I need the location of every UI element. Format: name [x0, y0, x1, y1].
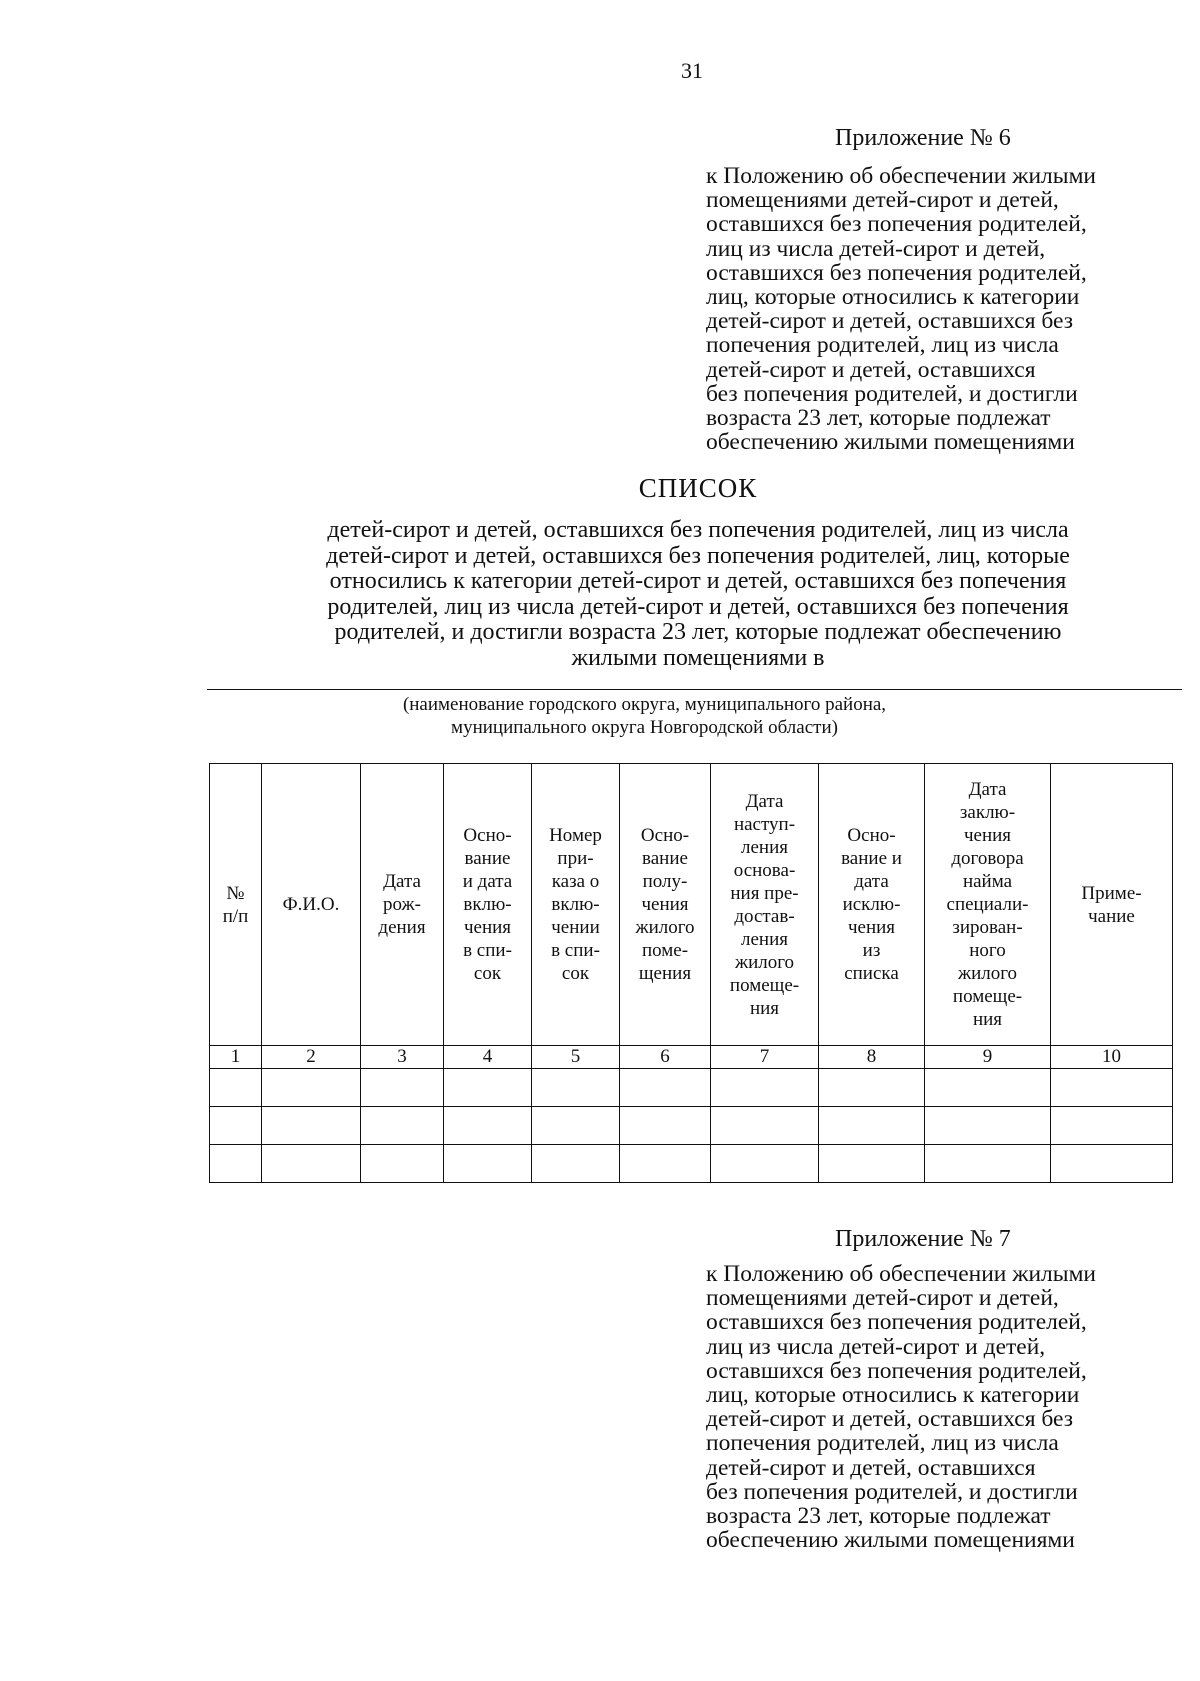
table-header-row — [210, 764, 1173, 1046]
list-title: СПИСОК — [638, 473, 758, 503]
table-row — [210, 1145, 1173, 1183]
appendix-6-line: помещениями детей-сирот и детей, — [706, 187, 1059, 214]
column-number: 5 — [532, 1046, 620, 1069]
appendix-6-line: обеспечению жилыми помещениями — [706, 429, 1075, 456]
table-cell — [711, 1107, 819, 1145]
appendix-6-line: попечения родителей, лиц из числа — [706, 332, 1059, 359]
table-cell — [819, 1107, 925, 1145]
appendix-6-text — [706, 164, 1176, 454]
appendix-6-line: оставшихся без попечения родителей, — [706, 211, 1087, 238]
appendix-7-line: оставшихся без попечения родителей, — [706, 1309, 1087, 1336]
page-number: 31 — [681, 58, 703, 83]
municipality-caption — [207, 693, 1082, 739]
column-header-inclusion-order: Номер при- каза о вклю- чении в спи- сок — [532, 764, 620, 1046]
appendix-6-line: лиц, которые относились к категории — [706, 284, 1080, 311]
table-cell — [620, 1145, 711, 1183]
appendix-6-line: детей-сирот и детей, оставшихся без — [706, 308, 1074, 335]
column-number: 7 — [711, 1046, 819, 1069]
appendix-7-line: к Положению об обеспечении жилыми — [706, 1261, 1097, 1287]
appendix-6-line: возраста 23 лет, которые подлежат — [706, 405, 1051, 432]
list-description-line: детей-сирот и детей, оставшихся без попечения родителей, лиц из числа — [327, 517, 1069, 543]
column-number: 1 — [210, 1046, 262, 1069]
table-cell — [819, 1145, 925, 1183]
list-description-line: родителей, и достигли возраста 23 лет, которые подлежат обеспечению — [334, 619, 1062, 645]
appendix-7-line: лиц, которые относились к категории — [706, 1382, 1080, 1409]
column-number: 6 — [620, 1046, 711, 1069]
appendix-7-line: обеспечению жилыми помещениями — [706, 1527, 1075, 1554]
municipality-caption-line: муниципального округа Новгородской области) — [451, 717, 838, 738]
column-number: 9 — [925, 1046, 1051, 1069]
appendix-6-title: Приложение № 6 — [835, 125, 1011, 151]
table-cell — [1051, 1069, 1173, 1107]
table-row — [210, 1107, 1173, 1145]
appendix-6-line: лиц из числа детей-сирот и детей, — [706, 235, 1046, 262]
table-cell — [532, 1069, 620, 1107]
appendix-6-line: к Положению об обеспечении жилыми — [706, 163, 1097, 189]
column-header-inclusion-basis: Осно- вание и дата вклю- чения в спи- сок — [444, 764, 532, 1046]
registry-table — [209, 763, 1173, 1183]
column-number: 8 — [819, 1046, 925, 1069]
appendix-7-title: Приложение № 7 — [835, 1226, 1011, 1252]
table-cell — [620, 1069, 711, 1107]
municipality-fill-line — [207, 689, 1182, 690]
column-number: 2 — [262, 1046, 361, 1069]
table-cell — [444, 1069, 532, 1107]
table-cell — [925, 1145, 1051, 1183]
table-cell — [1051, 1107, 1173, 1145]
table-cell — [361, 1069, 444, 1107]
column-header-full-name: Ф.И.О. — [262, 764, 361, 1046]
table-cell — [210, 1145, 262, 1183]
list-description-line: относились к категории детей-сирот и детей, оставшихся без попечения — [329, 568, 1067, 594]
table-cell — [620, 1107, 711, 1145]
column-number: 3 — [361, 1046, 444, 1069]
column-header-exclusion-basis: Осно- вание и дата исклю- чения из списка — [819, 764, 925, 1046]
table-cell — [925, 1107, 1051, 1145]
table-cell — [532, 1145, 620, 1183]
column-header-housing-basis: Осно- вание полу- чения жилого поме- щения — [620, 764, 711, 1046]
list-description-line: жилыми помещениями в — [571, 644, 825, 671]
appendix-7-line: детей-сирот и детей, оставшихся — [706, 1454, 1036, 1481]
table-cell — [262, 1069, 361, 1107]
column-header-birth-date: Дата рож- дения — [361, 764, 444, 1046]
column-header-contract-date: Дата заклю- чения договора найма специали- зирован- ного жилого помеще- ния — [925, 764, 1051, 1046]
appendix-6-line: оставшихся без попечения родителей, — [706, 259, 1087, 286]
column-number: 10 — [1051, 1046, 1173, 1069]
table-cell — [711, 1069, 819, 1107]
appendix-7-line: возраста 23 лет, которые подлежат — [706, 1503, 1051, 1530]
table-cell — [819, 1069, 925, 1107]
appendix-7-line: помещениями детей-сирот и детей, — [706, 1285, 1059, 1312]
list-description-line: родителей, лиц из числа детей-сирот и детей, оставшихся без попечения — [327, 593, 1069, 620]
appendix-7-line: лиц из числа детей-сирот и детей, — [706, 1333, 1046, 1360]
appendix-7-line: оставшихся без попечения родителей, — [706, 1357, 1087, 1384]
table-cell — [361, 1145, 444, 1183]
appendix-6-line: без попечения родителей, и достигли — [706, 380, 1078, 407]
column-header-number: № п/п — [210, 764, 262, 1046]
table-cell — [711, 1145, 819, 1183]
table-row — [210, 1069, 1173, 1107]
list-description — [240, 518, 1156, 671]
appendix-7-text — [706, 1262, 1176, 1552]
appendix-7-line: без попечения родителей, и достигли — [706, 1478, 1078, 1505]
table-cell — [925, 1069, 1051, 1107]
table-cell — [210, 1069, 262, 1107]
table-cell — [210, 1107, 262, 1145]
column-number: 4 — [444, 1046, 532, 1069]
table-cell — [262, 1145, 361, 1183]
column-number-row — [210, 1046, 1173, 1069]
table-cell — [532, 1107, 620, 1145]
column-header-provision-date: Дата наступ- ления основа- ния пре- достав- ления жилого помеще- ния — [711, 764, 819, 1046]
table-cell — [262, 1107, 361, 1145]
appendix-6-line: детей-сирот и детей, оставшихся — [706, 356, 1036, 383]
table-cell — [444, 1107, 532, 1145]
column-header-note: Приме- чание — [1051, 764, 1173, 1046]
table-cell — [361, 1107, 444, 1145]
municipality-caption-line: (наименование городского округа, муниципального района, — [402, 694, 887, 715]
table-cell — [444, 1145, 532, 1183]
table-cell — [1051, 1145, 1173, 1183]
appendix-7-line: попечения родителей, лиц из числа — [706, 1430, 1059, 1457]
appendix-7-line: детей-сирот и детей, оставшихся без — [706, 1406, 1074, 1433]
list-description-line: детей-сирот и детей, оставшихся без попечения родителей, лиц, которые — [326, 542, 1070, 569]
